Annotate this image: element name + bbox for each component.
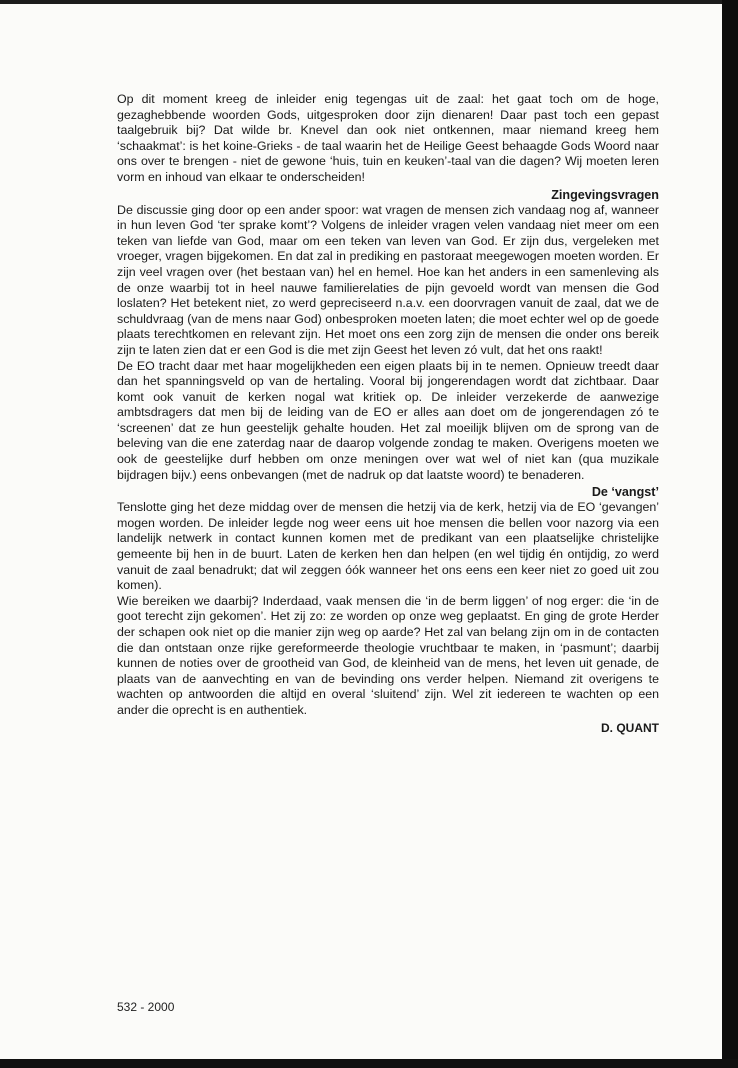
intro-paragraph: Op dit moment kreeg de inleider enig tegengas uit de zaal: het gaat toch om de hoge, gezaghebbende woorden Gods, uitgesproken door zijn dienaren! Daar past toch een gepast taalgebruik bij? Dat wilde br. Knevel dan ook niet ontkennen, maar niemand kreeg hem ‘schaakmat’: is het koine-Grieks - de taal waarin het de Heilige Geest behaagde Gods Woord naar ons over te brengen - niet de gewone ‘huis, tuin en keuken’-taal van die dagen? Wij moeten leren vorm en inhoud van elkaar te onderscheiden!: [117, 92, 659, 184]
scan-edge-bottom: [0, 1059, 738, 1068]
section-heading-zingevingsvragen: Zingevingsvragen: [551, 187, 659, 202]
scan-edge-right: [722, 0, 738, 1068]
section1-paragraph-1: De discussie ging door op een ander spoor: wat vragen de mensen zich vandaag nog af, wanneer in hun leven God ‘ter sprake komt’? Volgens de inleider vragen velen vandaag niet meer om een teken van liefde van God, maar om een teken van leven van God. Er zijn dus, vergeleken met vroeger, vragen bijgekomen. En dat zal in prediking en pastoraat meegewogen moeten worden. Er zijn veel vragen over (het bestaan van) hel en hemel. Hoe kan het anders in een samenleving als de onze waarbij tot in heel nauwe familierelaties de pijn gevoeld wordt van mensen die God loslaten? Het betekent niet, zo werd gepreciseerd n.a.v. een doorvragen vanuit de zaal, dat we de schuldvraag (van de mens naar God) onbesproken moeten laten; die moet echter wel op de goede plaats terechtkomen en relevant zijn. Het moet ons een zorg zijn de mensen die onder ons bereik zijn te laten zien dat er een God is die met zijn Geest het leven zó vult, dat het ons raakt!: [117, 202, 659, 357]
page-number: 532 - 2000: [117, 1000, 175, 1014]
author-signature: D. QUANT: [601, 720, 659, 735]
section2-paragraph-2: Wie bereiken we daarbij? Inderdaad, vaak mensen die ‘in de berm liggen’ of nog erger: die ‘in de goot terecht zijn gekomen’. Het zij zo: ze worden op onze weg geplaatst. En ging de grote Herder der schapen ook niet op die manier zijn weg op aarde? Het zal van belang zijn om in de contacten die dan ontstaan onze rijke gereformeerde theologie vruchtbaar te maken, in ‘pasmunt’; daarbij kunnen de noties over de grootheid van God, de kleinheid van de mens, het leven uit genade, de plaats van de aanvechting en van de bevinding ons verder helpen. Niemand zit overigens te wachten op antwoorden die altijd en overal ‘sluitend’ zijn. Wel zit iedereen te wachten op een ander die oprecht is en authentiek.: [117, 593, 659, 717]
section1-paragraph-2: De EO tracht daar met haar mogelijkheden een eigen plaats bij in te nemen. Opnieuw treedt daar dan het spanningsveld op van de hertaling. Vooral bij jongerendagen wordt dat zichtbaar. Daar komt ook vanuit de kerken nogal wat kritiek op. De inleider verzekerde de aanwezige ambtsdragers dat men bij de leiding van de EO er alles aan doet om de jongerendagen zó te ‘screenen’ dat ze hun geestelijk gehalte houden. Het zal moeilijk blijven om de sprong van de beleving van die ene zaterdag naar de daarop volgende zondag te maken. Overigens moeten we ook de geestelijke durf hebben om onze meningen over wat wel of niet kan (qua muzikale bijdragen bijv.) eens onbevangen (met de nadruk op dat laatste woord) te benaderen.: [117, 358, 659, 482]
section-heading-vangst: De ‘vangst’: [591, 485, 659, 500]
section2-paragraph-1: Tenslotte ging het deze middag over de mensen die hetzij via de kerk, hetzij via de EO ‘gevangen’ mogen worden. De inleider legde nog weer eens uit hoe mensen die bellen voor nazorg via een landelijk netwerk in contact kunnen komen met de predikant van een plaatselijke christelijke gemeente bij hen in de buurt. Laten de kerken hen dan helpen (en wel tijdig én ontijdig, zo werd vanuit de zaal benadrukt; dat wil zeggen óók wanneer het ons eens een keer niet zo goed uit zou komen).: [117, 500, 659, 593]
article-body: [117, 92, 659, 736]
scan-edge-top: [0, 0, 738, 4]
